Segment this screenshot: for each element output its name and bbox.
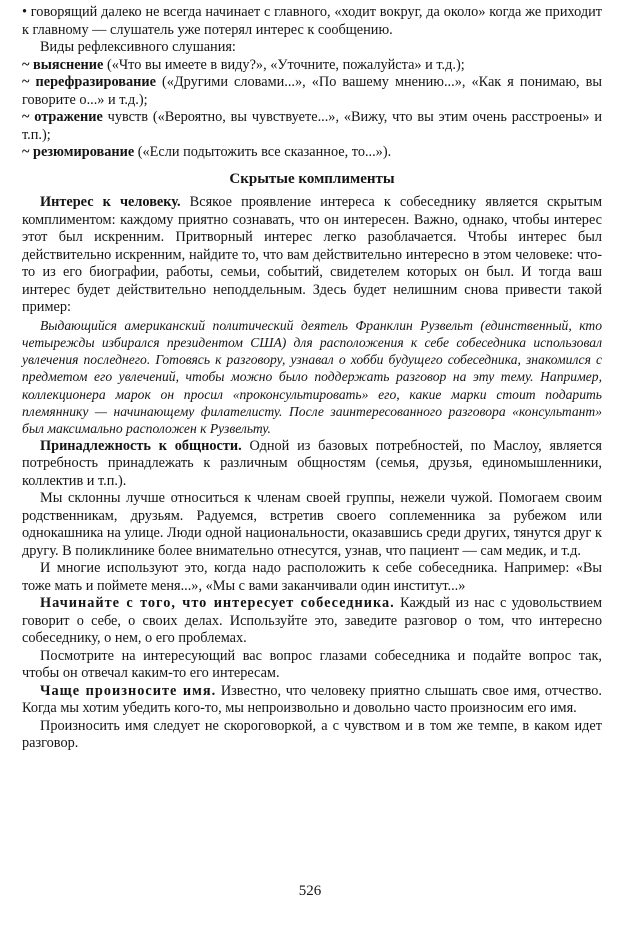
paragraph-start: [22, 595, 602, 648]
term-clarification: ~ выяснение: [22, 56, 104, 73]
item-text: чувств («Вероятно, вы чувствуете...», «Вижу, что вы этим очень расстроены» и т.п.);: [22, 109, 602, 143]
paragraph-text: Известно, что человеку приятно слышать свое имя, отчество. Когда мы хотим убедить кого-то, мы непроизвольно и довольно часто произносим его имя.: [22, 682, 602, 717]
paragraph-text: Всякое проявление интереса к собеседнику является скрытым комплиментом: каждому приятно сознавать, что он интересен. Важно, однако, чтобы интерес этот был искренним. Притворный интерес легко разоблачается. Чтобы интерес был действительно искренним, найдите то, что вам действительно интересно в этом человеке: что-то из его биографии, работы, семьи, событий, свидетелем которых он был. И тогда ваш интерес будет действительно неподдельным. Здесь будет нелишним снова привести такой пример:: [22, 194, 603, 315]
paragraph-many-use: И многие используют это, когда надо расположить к себе собеседника. Например: «Вы тоже мать и поймете меня...», «Мы с вами заканчивали один институт...»: [22, 560, 602, 594]
reflexive-listening-intro: Виды рефлексивного слушания:: [40, 39, 236, 55]
paragraph-text: Каждый из нас с удовольствием говорит о себе, о своих делах. Используйте это, заведите разговор о том, что интересно собеседнику, о нем, о его проблемах.: [22, 595, 602, 647]
term-summarizing: ~ резюмирование: [22, 144, 135, 160]
list-item: [22, 109, 602, 144]
page-number: 526: [298, 883, 322, 899]
section-heading: Скрытые комплименты: [229, 170, 395, 187]
item-text: («Что вы имеете в виду?», «Уточните, пожалуйста» и т.д.);: [103, 56, 465, 73]
bullet-continuation: • говорящий далеко не всегда начинает с главного, «ходит вокруг, да около» когда же приходит к главному — слушатель уже потерял интерес к сообщению.: [22, 4, 602, 38]
paragraph-names: [22, 683, 602, 718]
lead-names: Чаще произносите имя.: [40, 682, 217, 699]
list-item: [22, 74, 602, 109]
lead-interest: Интерес к человеку.: [40, 194, 181, 210]
paragraph-text: Одной из базовых потребностей, по Маслоу, является потребность принадлежать к различным общностям (семья, друзья, единомышленники, коллектив и т.п.).: [22, 437, 602, 489]
paragraph-own-group: Мы склонны лучше относиться к членам своей группы, нежели чужой. Помогаем своим родственникам, друзьям. Радуемся, встретив своего соплеменника за рубежом или однокашника на улице. Люди одной национальности, оказавшись среди других, тянутся друг к другу. В поликлинике более внимательно отнесутся, узнав, что пациент — сам медик, и т.д.: [22, 490, 602, 559]
paragraph-look: Посмотрите на интересующий вас вопрос глазами собеседника и подайте вопрос так, чтобы он отвечал каким-то его интересам.: [22, 647, 602, 682]
lead-start: Начинайте с того, что интересует собеседника.: [40, 595, 395, 612]
term-reflection: ~ отражение: [22, 109, 103, 125]
paragraph-pronounce: Произносить имя следует не скороговоркой, а с чувством и в том же темпе, в каком идет разговор.: [22, 717, 602, 752]
paragraph-interest: [22, 194, 602, 317]
roosevelt-example: Выдающийся американский политический деятель Франклин Рузвельт (единственный, кто четырежды избирался президентом США) для расположения к себе собеседника использовал увлечения последнего. Готовясь к разговору, узнавал о хобби будущего собеседника, знакомился с предметом его увлечений, чтобы можно было поддержать разговор на эту тему. Например, коллекционера марок он просил «проконсультировать» его, какие марки стоит подарить племяннику — начинающему филателисту. После заинтересованного разговора «консультант» был максимально расположен к Рузвельту.: [22, 317, 602, 437]
list-item: [22, 144, 602, 162]
term-paraphrasing: ~ перефразирование: [22, 74, 156, 90]
lead-community: Принадлежность к общности.: [40, 437, 242, 454]
list-item: [22, 57, 602, 75]
paragraph-community: [22, 438, 602, 491]
item-text: («Если подытожить все сказанное, то...»).: [134, 144, 392, 160]
item-text: («Другими словами...», «По вашему мнению...», «Как я понимаю, вы говорите о...» и т.д.);: [22, 74, 602, 108]
